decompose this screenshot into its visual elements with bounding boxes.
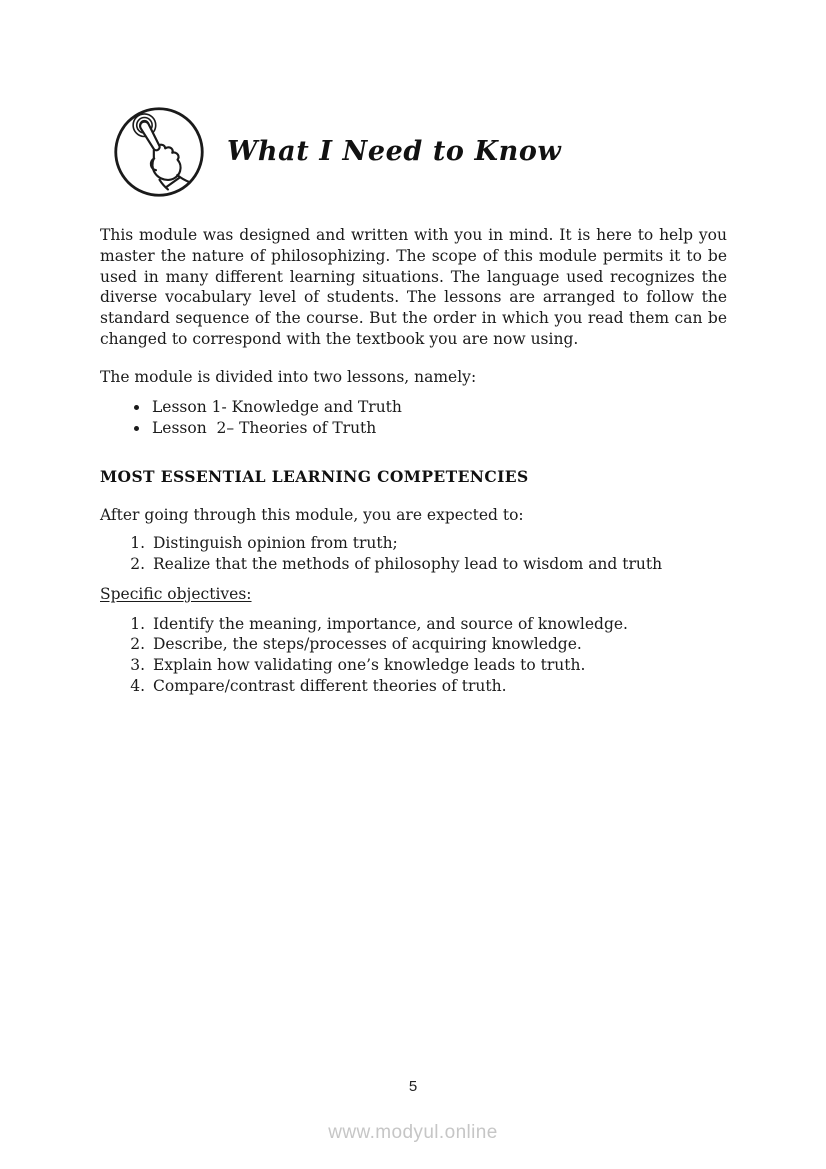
list-item: • Lesson 1- Knowledge and Truth	[150, 397, 727, 418]
list-item: 2. Describe, the steps/processes of acquiring knowledge.	[150, 634, 727, 655]
list-item: 2. Realize that the methods of philosophy lead to wisdom and truth	[150, 554, 727, 575]
expectations-intro: After going through this module, you are expected to:	[100, 506, 524, 525]
list-item: • Lesson 2– Theories of Truth	[150, 418, 727, 439]
melc-heading: MOST ESSENTIAL LEARNING COMPETENCIES	[100, 467, 529, 487]
objectives-list	[100, 614, 727, 697]
list-item: 1. Distinguish opinion from truth;	[150, 533, 727, 554]
intro-paragraph: This module was designed and written with you in mind. It is here to help you master the nature of philosophizing. The scope of this module permits it to be used in many different learning situations. The language used recognizes the diverse vocabulary level of students. The lessons are arranged to follow the standard sequence of the course. But the order in which you read them can be changed to correspond with the textbook you are now using.	[100, 226, 727, 348]
page-number: 5	[408, 1078, 418, 1095]
list-item: 4. Compare/contrast different theories of truth.	[150, 676, 727, 697]
lesson-list	[100, 397, 727, 440]
lessons-intro: The module is divided into two lessons, namely:	[100, 367, 477, 386]
list-item: 3. Explain how validating one’s knowledge leads to truth.	[150, 655, 727, 676]
specific-objectives-label: Specific objectives:	[100, 584, 252, 603]
section-title: What I Need to Know	[227, 136, 562, 167]
tap-gesture-icon	[112, 105, 206, 199]
section-header	[112, 105, 727, 199]
expectations-list	[100, 533, 727, 575]
watermark: www.modyul.online	[328, 1122, 498, 1143]
list-item: 1. Identify the meaning, importance, and source of knowledge.	[150, 614, 727, 635]
